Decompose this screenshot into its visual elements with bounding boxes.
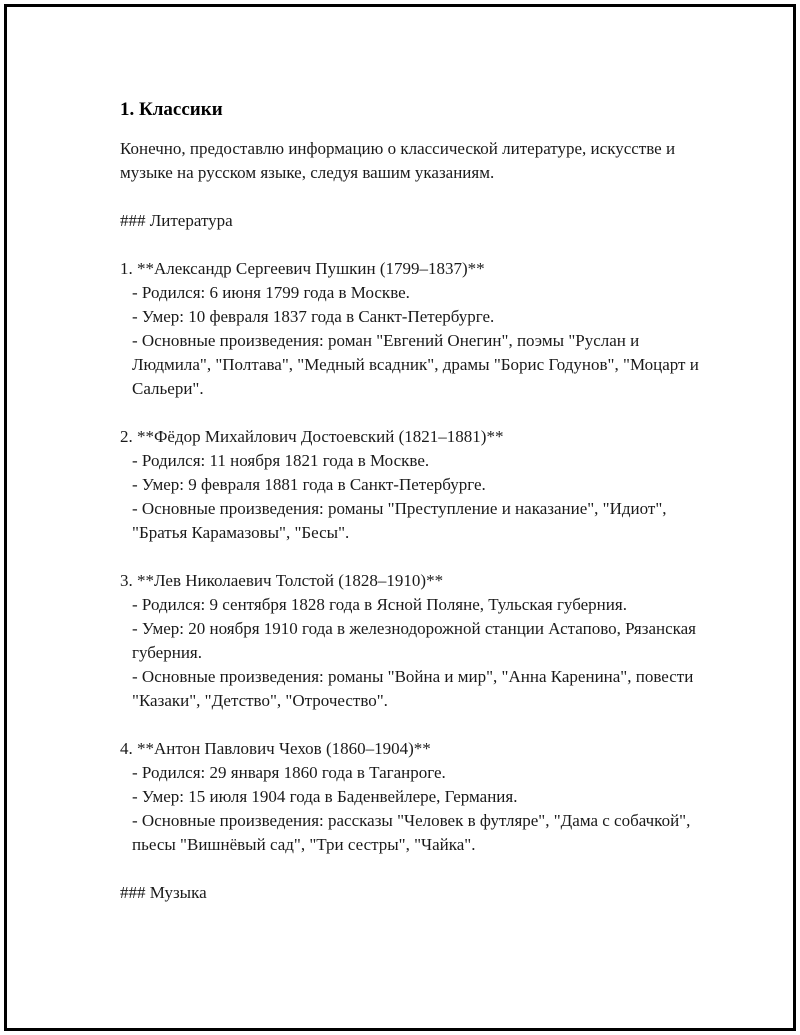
author-title: 3. **Лев Николаевич Толстой (1828–1910)** — [120, 571, 444, 590]
page-frame — [4, 4, 796, 1031]
author-entry — [120, 737, 700, 857]
author-works: - Основные произведения: романы "Война и мир", "Анна Каренина", повести "Казаки", "Детство", "Отрочество". — [132, 667, 698, 710]
document-heading: 1. Классики — [120, 99, 223, 120]
author-works: - Основные произведения: роман "Евгений Онегин", поэмы "Руслан и Людмила", "Полтава", "Медный всадник", драмы "Борис Годунов", "Моцарт и Сальери". — [132, 331, 704, 398]
author-works: - Основные произведения: романы "Преступление и наказание", "Идиот", "Братья Карамазовы", "Бесы". — [132, 499, 671, 542]
author-entry — [120, 569, 700, 713]
intro-paragraph: Конечно, предоставлю информацию о классической литературе, искусстве и музыке на русском языке, следуя вашим указаниям. — [120, 139, 676, 182]
author-died: - Умер: 15 июля 1904 года в Баденвейлере, Германия. — [132, 787, 518, 806]
author-title: 4. **Антон Павлович Чехов (1860–1904)** — [120, 739, 431, 758]
author-died: - Умер: 20 ноября 1910 года в железнодорожной станции Астапово, Рязанская губерния. — [132, 619, 701, 662]
music-heading: ### Музыка — [120, 883, 207, 902]
author-born: - Родился: 9 сентября 1828 года в Ясной Поляне, Тульская губерния. — [132, 595, 627, 614]
document-body — [120, 97, 704, 929]
author-entry — [120, 257, 704, 401]
author-title: 1. **Александр Сергеевич Пушкин (1799–1837)** — [120, 259, 485, 278]
literature-heading: ### Литература — [120, 211, 233, 230]
author-born: - Родился: 6 июня 1799 года в Москве. — [132, 283, 410, 302]
author-died: - Умер: 9 февраля 1881 года в Санкт-Петербурге. — [132, 475, 486, 494]
author-title: 2. **Фёдор Михайлович Достоевский (1821–1881)** — [120, 427, 504, 446]
author-died: - Умер: 10 февраля 1837 года в Санкт-Петербурге. — [132, 307, 495, 326]
author-born: - Родился: 29 января 1860 года в Таганроге. — [132, 763, 446, 782]
author-born: - Родился: 11 ноября 1821 года в Москве. — [132, 451, 430, 470]
author-works: - Основные произведения: рассказы "Человек в футляре", "Дама с собачкой", пьесы "Вишнёвый сад", "Три сестры", "Чайка". — [132, 811, 695, 854]
author-entry — [120, 425, 700, 545]
